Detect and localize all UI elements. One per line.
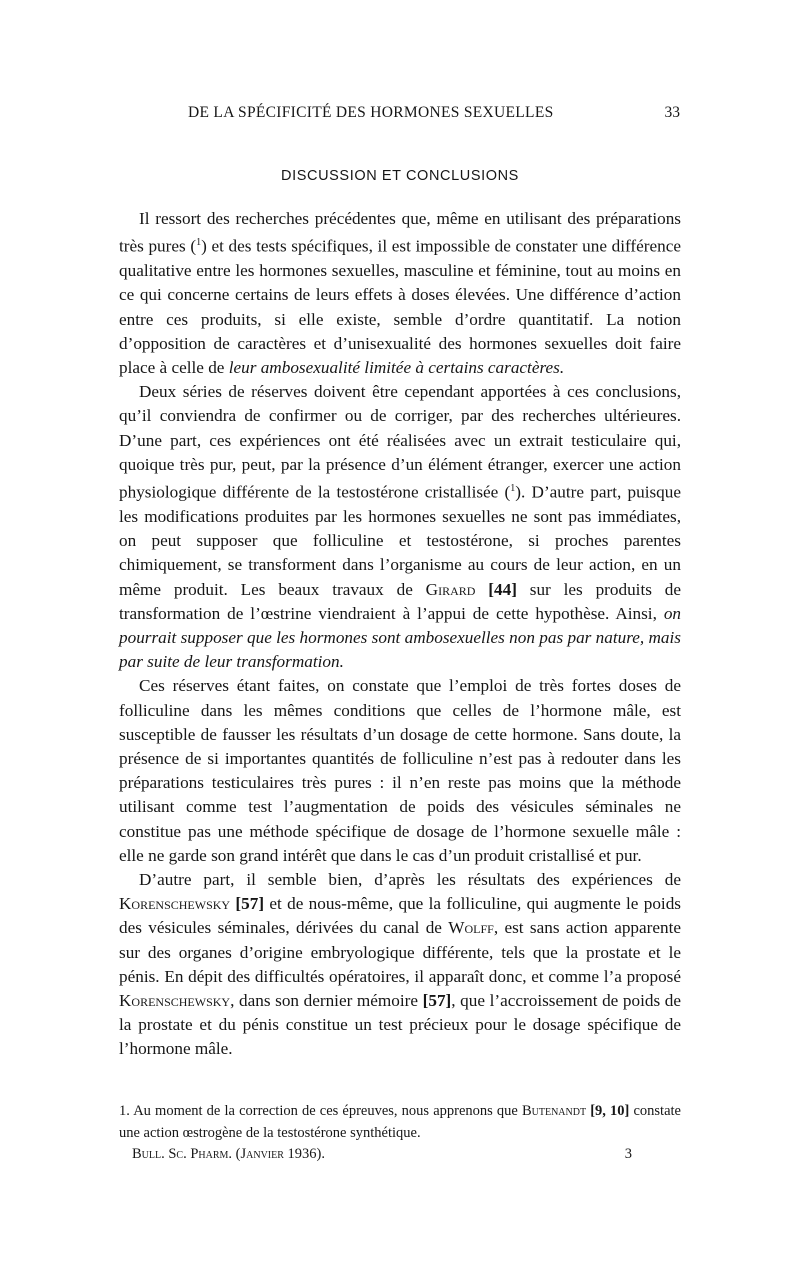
body-text <box>119 207 681 1062</box>
paragraph-text: , que l’accroissement de poids de la prostate et du pénis constitue un test précieux pour le dosage spécifique de l’hormone mâle. <box>119 990 682 1059</box>
reference-number: [57] <box>422 990 452 1010</box>
paragraph-text: D’autre part, il semble bien, d’après les résultats des expériences de <box>139 869 681 889</box>
footnote-text: Au moment de la correction de ces épreuves, nous apprenons que <box>129 1103 522 1119</box>
author-name: Korenschewsky <box>119 990 231 1010</box>
footnote <box>119 1101 681 1144</box>
paragraph-text: Il ressort des recherches précédentes que, même en utilisant des préparations très pures ( <box>119 209 681 256</box>
paragraph-text: , est sans action apparente sur des organes d’origine embryologique différente, tels que la prostate et le pénis. En dépit des difficultés opératoires, il apparaît donc, et comme l’a proposé <box>119 918 681 986</box>
reference-number: [9, 10] <box>586 1103 630 1119</box>
section-title: DISCUSSION ET CONCLUSIONS <box>281 168 519 184</box>
paragraph-4 <box>119 868 681 1062</box>
running-title: DE LA SPÉCIFICITÉ DES HORMONES SEXUELLES <box>188 104 554 121</box>
footnote-area <box>119 1101 681 1144</box>
reference-number: [57] <box>230 894 265 914</box>
journal-citation: Bull. Sc. Pharm. (Janvier 1936). <box>132 1146 325 1162</box>
author-name: Korenschewsky <box>119 894 231 914</box>
reference-number: [44] <box>488 579 517 599</box>
author-name: Girard <box>425 579 476 599</box>
footnote-marker: 1 <box>196 237 202 249</box>
paragraph-text: ) et des tests spécifiques, il est impossible de constater une différence qualitative entre les hormones sexuelles, masculine et féminine, tout au moins en ce qui concerne certains de leurs effets à doses élevées. Une différence d’action entre ces produits, si elle existe, semble d’ordre quantitatif. La notion d’opposition de caractères et d’unisexualité des hormones sexuelles doit faire place à celle de <box>119 236 681 377</box>
footnote-text: constate une action œstrogène de la testostérone synthétique. <box>119 1103 681 1141</box>
paragraph-2 <box>119 380 681 674</box>
signature-mark: 3 <box>624 1146 632 1162</box>
paragraph-text: et de nous-même, que la folliculine, qui augmente le poids des vésicules séminales, dérivées du canal de <box>119 894 681 938</box>
author-name: Butenandt <box>521 1103 587 1119</box>
page-header <box>140 104 680 128</box>
page-footer <box>132 1146 632 1168</box>
footnote-number: 1. <box>119 1103 130 1119</box>
emphasis-text: on pourrait supposer que les hormones sont ambosexuelles non pas par nature, mais par suite de leur transformation. <box>119 603 681 672</box>
paragraph-text: , dans son dernier mémoire <box>230 990 423 1010</box>
author-name: Wolff <box>448 918 494 938</box>
emphasis-text: leur ambosexualité limitée à certains caractères. <box>228 357 565 377</box>
paragraph-1 <box>119 207 681 380</box>
paragraph-text: Deux séries de réserves doivent être cependant apportées à ces conclusions, qu’il conviendra de confirmer ou de corriger, par des recherches ultérieures. D’une part, ces expériences ont été réalisées avec un extrait testiculaire qui, quoique très pur, peut, par la présence d’un élément étranger, exercer une action physiologique différente de la testostérone cristallisée ( <box>119 382 681 502</box>
paragraph-text: ). D’autre part, puisque les modifications produites par les hormones sexuelles ne sont pas immédiates, on peut supposer que folliculine et testostérone, si proches parentes chimiquement, se transforment dans l’organisme au cours de leur action, en un même produit. Les beaux travaux de <box>119 482 682 599</box>
footnote-marker: 1 <box>510 482 516 494</box>
page-number: 33 <box>664 104 680 121</box>
paragraph-text: sur les produits de transformation de l’œstrine viendraient à l’appui de cette hypothèse. Ainsi, <box>119 579 681 623</box>
paragraph-3: Ces réserves étant faites, on constate que l’emploi de très fortes doses de folliculine dans les mêmes conditions que celles de l’hormone mâle, est susceptible de fausser les résultats d’un dosage de cette hormone. Sans doute, la présence de si importantes quantités de folliculine n’est pas à redouter dans les préparations testiculaires très pures : il n’en reste pas moins que la méthode utilisant comme test l’augmentation de poids des vésicules séminales ne constitue pas une méthode spécifique de dosage de l’hormone sexuelle mâle : elle ne garde son grand intérêt que dans le cas d’un produit cristallisé et pur. <box>119 676 681 865</box>
